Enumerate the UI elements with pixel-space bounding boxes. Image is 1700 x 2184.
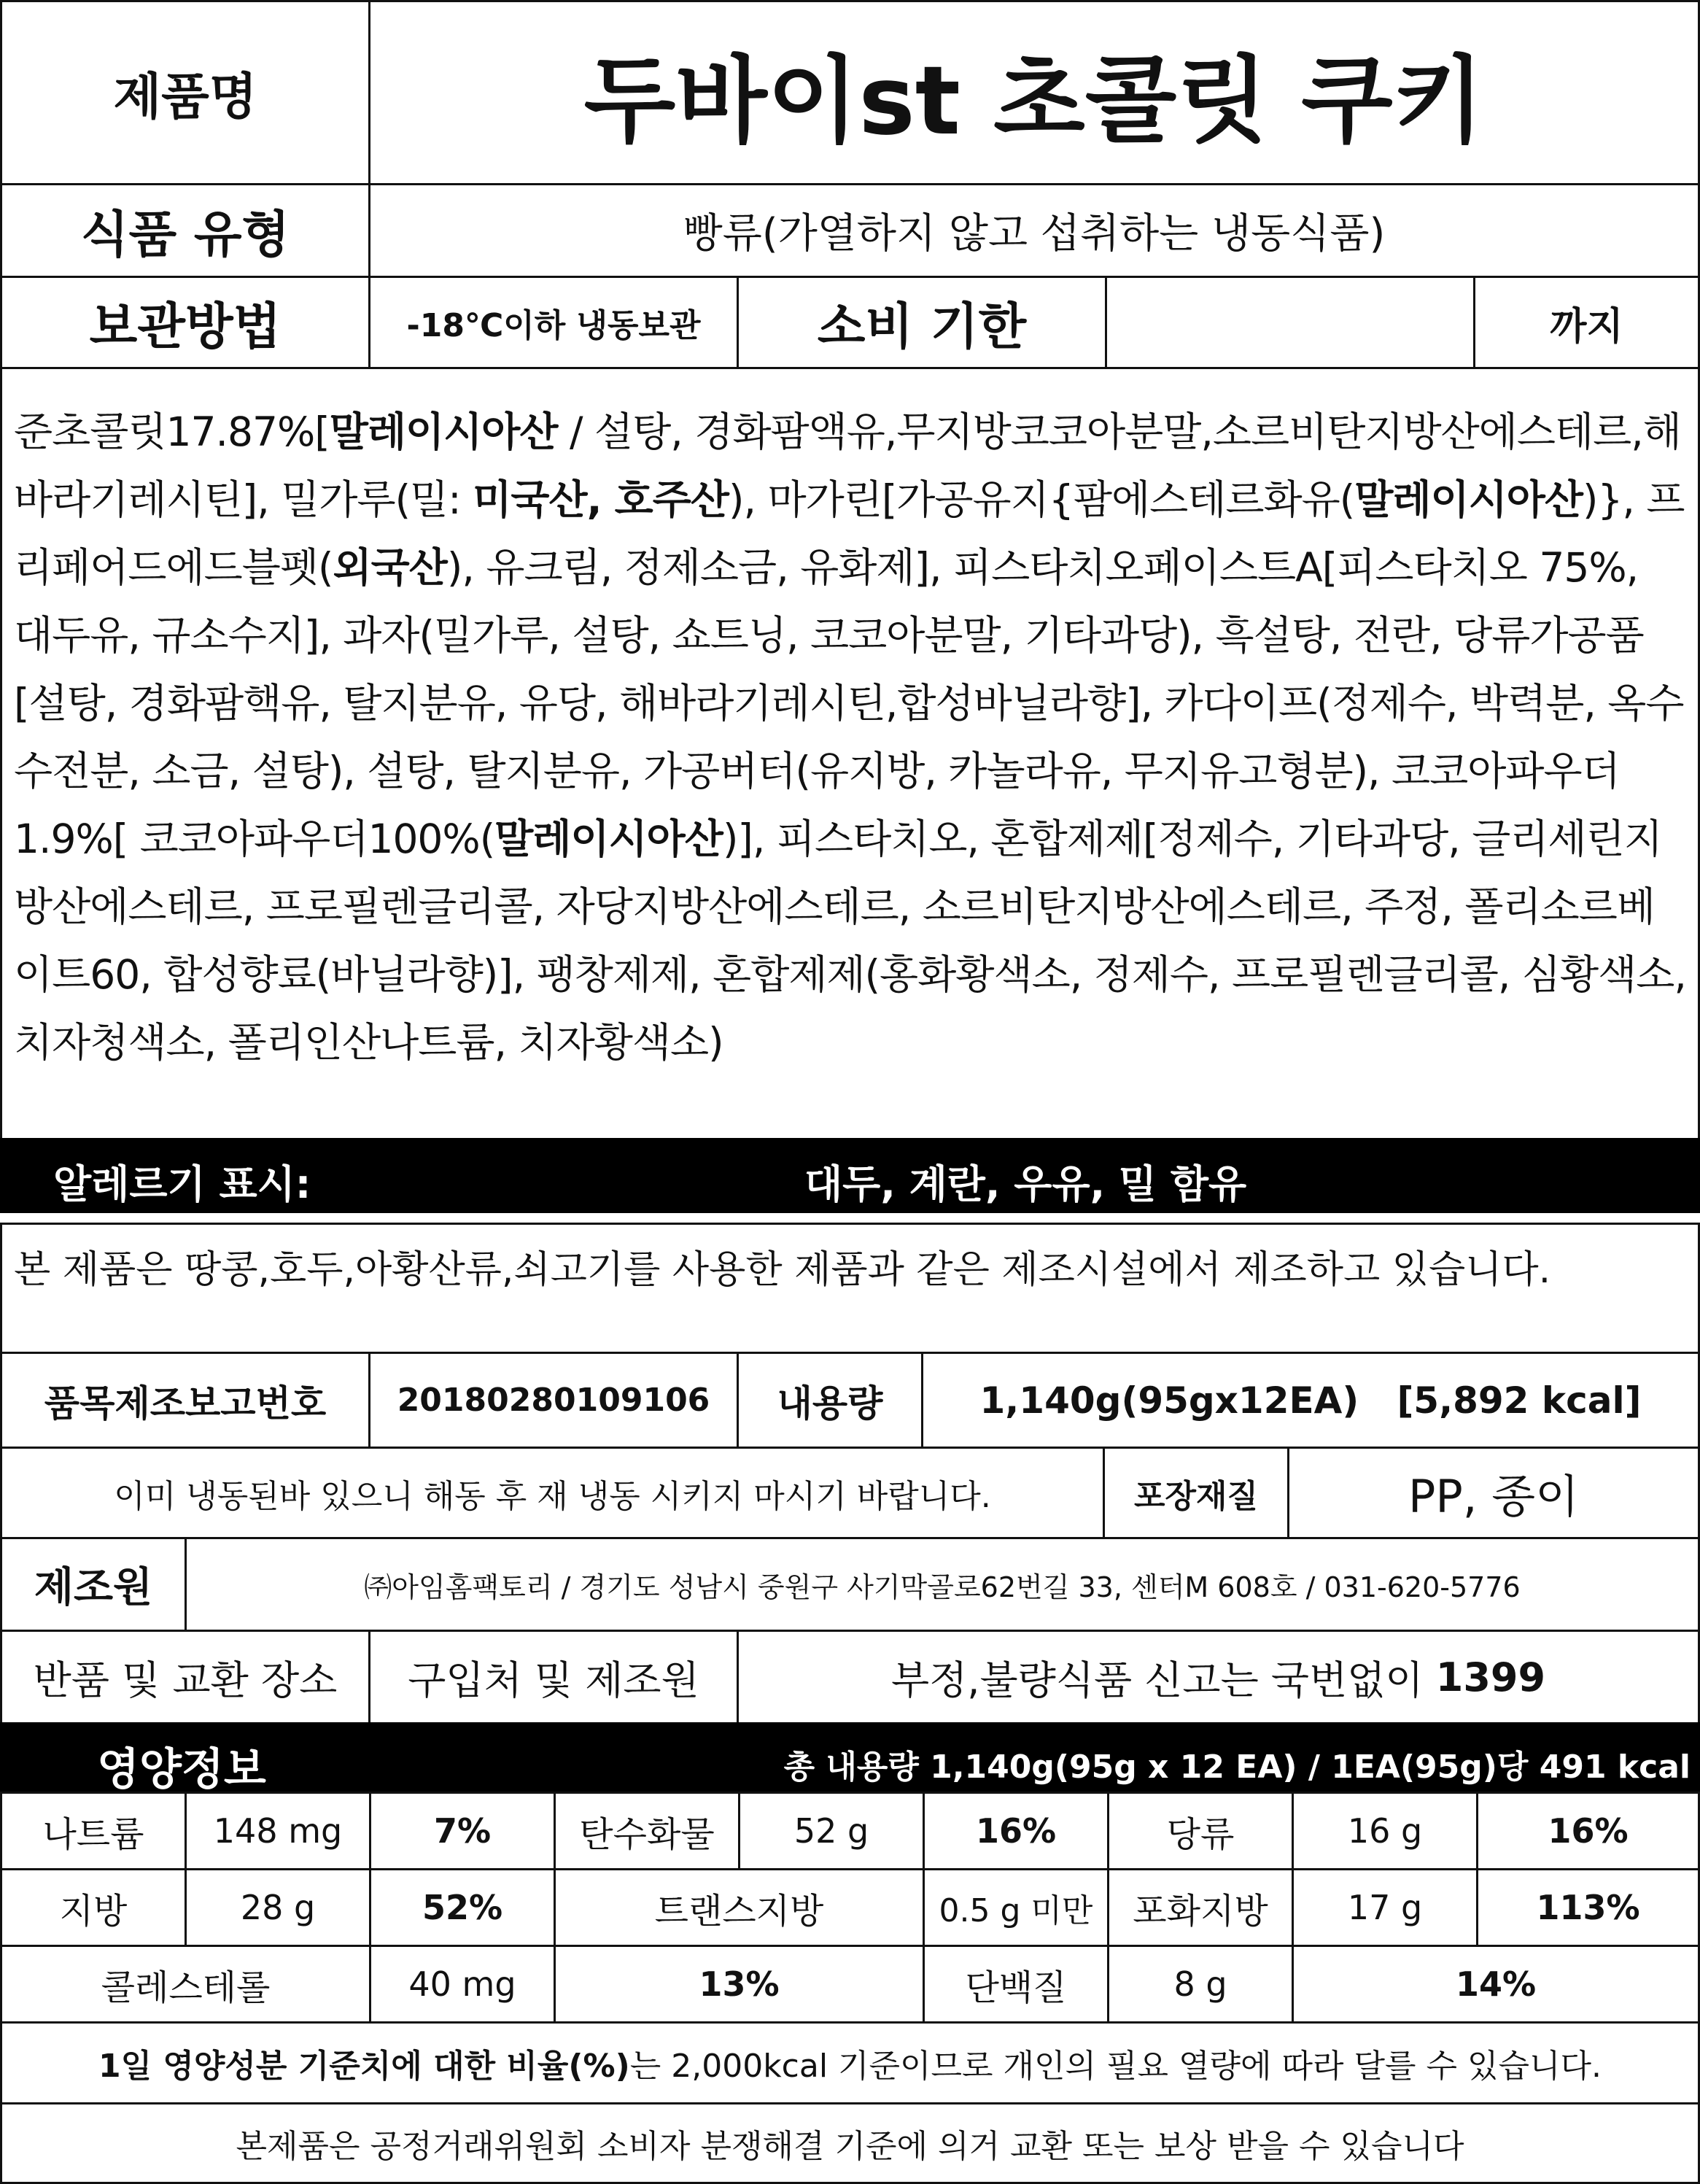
- carbs-dv: 16%: [923, 1792, 1109, 1870]
- trans-fat-name: 트랜스지방: [554, 1868, 925, 1947]
- product-name: 두바이st 초콜릿 쿠키: [368, 0, 1700, 185]
- ingredient-origin: 말레이시아산: [494, 816, 723, 862]
- expiry-date: [1105, 276, 1475, 369]
- sodium-name: 나트륨: [0, 1792, 187, 1870]
- product-name-label: 제품명: [0, 0, 370, 185]
- manufacturer-value: ㈜아임홈팩토리 / 경기도 성남시 중원구 사기막골로62번길 33, 센터M 608호 / 031-620-5776: [185, 1537, 1700, 1632]
- net-content-label: 내용량: [737, 1352, 923, 1449]
- fat-dv: 52%: [369, 1868, 556, 1947]
- report-number: 20180280109106: [368, 1352, 739, 1449]
- refreeze-notice: 이미 냉동된바 있으니 해동 후 재 냉동 시키지 마시기 바랍니다.: [0, 1447, 1105, 1539]
- allergy-label: 알레르기 표시:: [53, 1161, 311, 1207]
- defect-report: [737, 1630, 1700, 1724]
- manufacturer-label: 제조원: [0, 1537, 187, 1632]
- returns-label: 반품 및 교환 장소: [0, 1630, 370, 1724]
- expiry-label: 소비 기한: [737, 276, 1107, 369]
- ingredient-text: 준초콜릿17.87%[: [14, 408, 330, 455]
- packaging-value: PP, 종이: [1287, 1447, 1700, 1539]
- carbs-name: 탄수화물: [554, 1792, 740, 1870]
- report-number-label: 품목제조보고번호: [0, 1352, 370, 1449]
- expiry-until: 까지: [1473, 276, 1700, 369]
- nutrition-summary: 총 내용량 1,140g(95g x 12 EA) / 1EA(95g)당 491 kcal: [783, 1749, 1691, 1786]
- cholesterol-amount: 40 mg: [369, 1945, 556, 2024]
- footnote-bold: 1일 영양성분 기준치에 대한 비율(%): [98, 2048, 630, 2085]
- trans-fat-amount: 0.5 g 미만: [923, 1868, 1109, 1947]
- ingredient-origin: 말레이시아산: [329, 408, 558, 455]
- footnote-rest: 는 2,000kcal 기준이므로 개인의 필요 열량에 따라 달를 수 있습니다.: [629, 2048, 1602, 2085]
- cholesterol-dv: 13%: [554, 1945, 925, 2024]
- storage-value: -18℃이하 냉동보관: [368, 276, 739, 369]
- protein-name: 단백질: [923, 1945, 1109, 2024]
- allergy-bar: [0, 1138, 1700, 1213]
- protein-amount: 8 g: [1107, 1945, 1294, 2024]
- carbs-amount: 52 g: [738, 1792, 925, 1870]
- nutrition-title: 영양정보: [97, 1744, 266, 1794]
- dispute-notice: 본제품은 공정거래위원회 소비자 분쟁해결 기준에 의거 교환 또는 보상 받을 수 있습니다: [0, 2102, 1700, 2184]
- cholesterol-name: 콜레스테롤: [0, 1945, 371, 2024]
- ingredient-text: )], 피스타치오, 혼합제제[정제수, 기타과당, 글리세린지방산에스테르, 프로필렌글리콜, 자당지방산에스테르, 소르비탄지방산에스테르, 주정, 폴리소르베이트60, 합성향료(바닐라향)], 팽창제제, 혼합제제(홍화황색소, 정제수, 프로필렌글리콜, 심황색소, 치자청색소, 폴리인산나트륨, 치자황색소): [14, 816, 1686, 1066]
- sodium-amount: 148 mg: [185, 1792, 371, 1870]
- defect-report-number: 1399: [1435, 1654, 1546, 1700]
- nutrition-header: [0, 1722, 1700, 1794]
- sodium-dv: 7%: [369, 1792, 556, 1870]
- sugars-amount: 16 g: [1292, 1792, 1478, 1870]
- cross-contamination-notice: 본 제품은 땅콩,호두,아황산류,쇠고기를 사용한 제품과 같은 제조시설에서 제조하고 있습니다.: [0, 1223, 1700, 1354]
- sat-fat-name: 포화지방: [1107, 1868, 1294, 1947]
- net-content-value: 1,140g(95gx12EA) [5,892 kcal]: [921, 1352, 1700, 1449]
- ingredient-text: ), 마가린[가공유지{팜에스테르화유(: [729, 476, 1355, 523]
- ingredient-origin: 말레이시아산: [1354, 476, 1583, 523]
- ingredient-origin: 외국산: [333, 544, 447, 591]
- nutrition-footnote: [0, 2021, 1700, 2104]
- protein-dv: 14%: [1292, 1945, 1700, 2024]
- packaging-label: 포장재질: [1103, 1447, 1289, 1539]
- ingredient-text: ), 유크림, 정제소금, 유화제], 피스타치오페이스트A[피스타치오 75%, 대두유, 규소수지], 과자(밀가루, 설탕, 쇼트닝, 코코아분말, 기타과당), 흑설탕, 전란, 당류가공품[설탕, 경화팜핵유, 탈지분유, 유당, 해바라기레시틴,합성바닐라향], 카다이프(정제수, 박력분, 옥수수전분, 소금, 설탕), 설탕, 탈지분유, 가공버터(유지방, 카놀라유, 무지유고형분), 코코아파우더1.9%[ 코코아파우더100%(: [14, 544, 1684, 862]
- sugars-name: 당류: [1107, 1792, 1294, 1870]
- returns-value: 구입처 및 제조원: [368, 1630, 739, 1724]
- ingredients-list: [0, 367, 1700, 1140]
- ingredient-origin: 미국산, 호주산: [473, 476, 729, 523]
- food-type-value: 빵류(가열하지 않고 섭취하는 냉동식품): [368, 183, 1700, 278]
- food-type-label: 식품 유형: [0, 183, 370, 278]
- sat-fat-amount: 17 g: [1292, 1868, 1478, 1947]
- allergy-value: 대두, 계란, 우유, 밀 함유: [804, 1161, 1247, 1207]
- sugars-dv: 16%: [1476, 1792, 1700, 1870]
- defect-report-text: 부정,불량식품 신고는 국번없이: [890, 1657, 1436, 1703]
- fat-name: 지방: [0, 1868, 187, 1947]
- ingredient-text: / 설탕, 경화팜액유,무지방코코아분말,소르비탄지방산에스테르,해바라기레시틴], 밀가루(밀:: [14, 408, 1681, 523]
- fat-amount: 28 g: [185, 1868, 371, 1947]
- sat-fat-dv: 113%: [1476, 1868, 1700, 1947]
- storage-label: 보관방법: [0, 276, 370, 369]
- ingredient-text: )}, 프리페어드에드블펫(: [14, 476, 1685, 591]
